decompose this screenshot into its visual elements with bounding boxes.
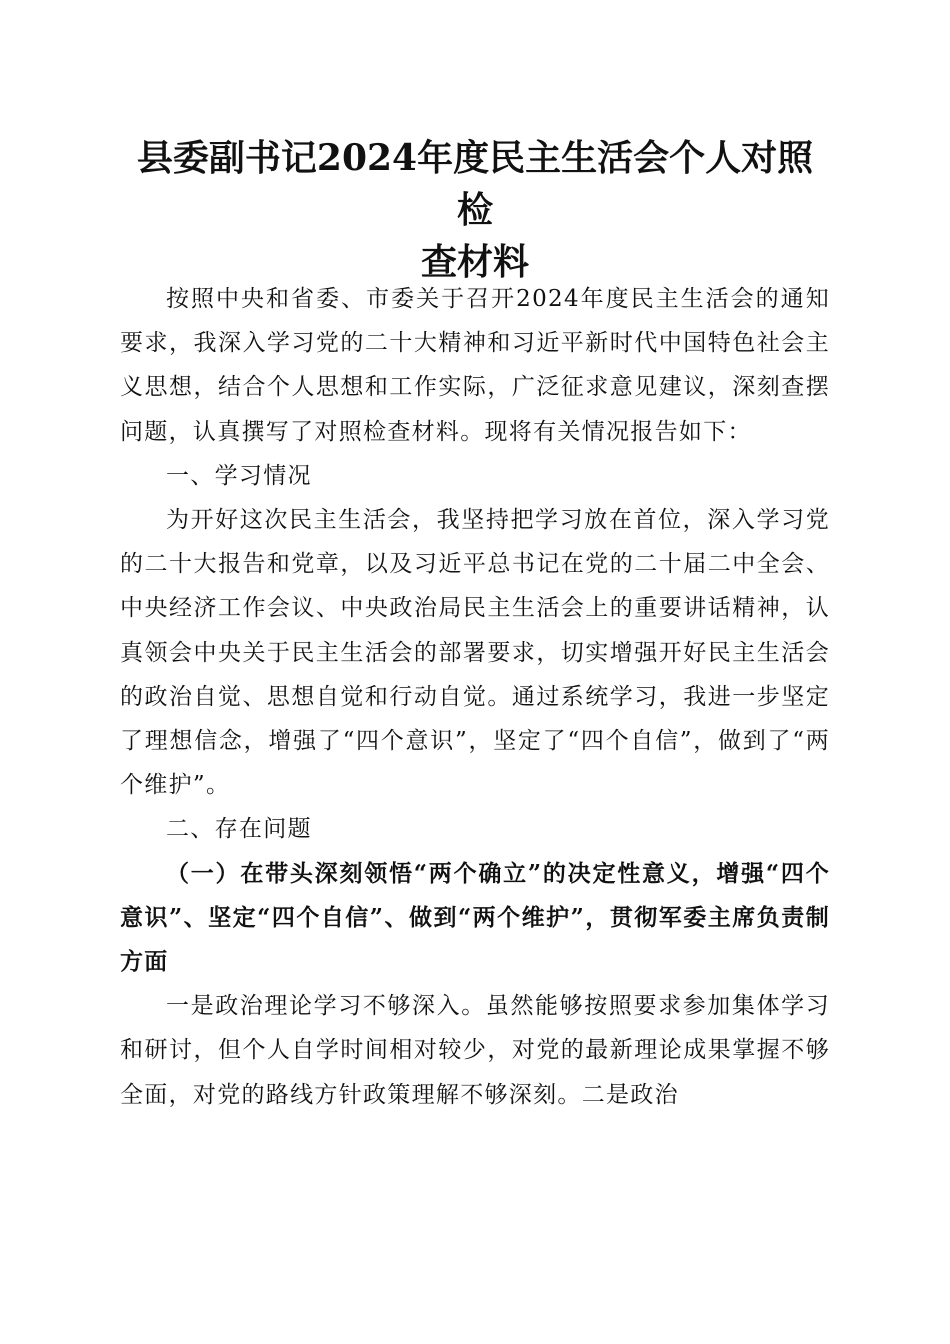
section-heading-problems: 二、存在问题 (166, 816, 312, 843)
subsection-heading-1: （一）在带头深刻领悟“两个确立”的决定性意义，增强“四个意识”、坚定“四个自信”、做到“两个维护”，贯彻军委主席负责制方面 (120, 859, 830, 976)
title-line-1: 县委副书记2024年度民主生活会个人对照检 (136, 137, 814, 231)
paragraph-study: 为开好这次民主生活会，我坚持把学习放在首位，深入学习党的二十大报告和党章，以及习近平总书记在党的二十届二中全会、中央经济工作会议、中央政治局民主生活会上的重要讲话精神，认真领会中央关于民主生活会的部署要求，切实增强开好民主生活会的政治自觉、思想自觉和行动自觉。通过系统学习，我进一步坚定了理想信念，增强了“四个意识”，坚定了“四个自信”，做到了“两个维护”。 (120, 507, 830, 799)
document-body (120, 277, 830, 1117)
title-line-2: 查材料 (420, 241, 529, 283)
paragraph-problem-1: 一是政治理论学习不够深入。虽然能够按照要求参加集体学习和研讨，但个人自学时间相对较少，对党的最新理论成果掌握不够全面，对党的路线方针政策理解不够深刻。二是政治 (120, 993, 830, 1108)
section-heading-study: 一、学习情况 (166, 462, 312, 489)
document-title (120, 132, 830, 288)
paragraph-intro: 按照中央和省委、市委关于召开2024年度民主生活会的通知要求，我深入学习党的二十大精神和习近平新时代中国特色社会主义思想，结合个人思想和工作实际，广泛征求意见建议，深刻查摆问题，认真撰写了对照检查材料。现将有关情况报告如下： (120, 286, 830, 445)
